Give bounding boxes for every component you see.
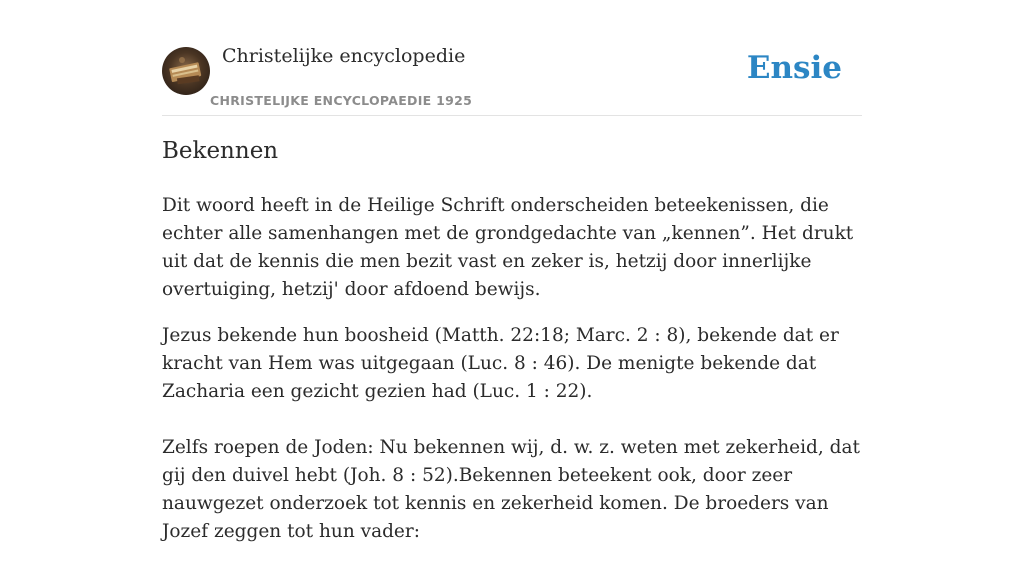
encyclopedia-avatar[interactable] xyxy=(162,47,210,95)
article-title: Bekennen xyxy=(162,138,279,164)
site-subtitle[interactable]: CHRISTELIJKE ENCYCLOPAEDIE 1925 xyxy=(210,93,473,108)
brand-logo[interactable]: Ensie xyxy=(746,50,842,86)
site-name[interactable]: Christelijke encyclopedie xyxy=(222,45,466,67)
site-header xyxy=(162,0,862,116)
book-icon xyxy=(162,47,210,95)
article-body xyxy=(162,192,866,564)
article-paragraph: Zelfs roepen de Joden: Nu bekennen wij, d. w. z. weten met zekerheid, dat gij den duivel hebt (Joh. 8 : 52).Bekennen beteekent ook, door zeer nauwgezet onderzoek tot kennis en zekerheid komen. De broeders van Jozef zeggen tot hun vader: xyxy=(162,437,860,542)
article-paragraph: Jezus bekende hun boosheid (Matth. 22:18; Marc. 2 : 8), bekende dat er kracht van Hem was uitgegaan (Luc. 8 : 46). De menigte bekende dat Zacharia een gezicht gezien had (Luc. 1 : 22). xyxy=(162,325,839,402)
article-paragraph: Dit woord heeft in de Heilige Schrift onderscheiden beteekenissen, die echter alle samenhangen met de grondgedachte van „kennen”. Het drukt uit dat de kennis die men bezit vast en zeker is, hetzij door innerlijke overtuiging, hetzij' door afdoend bewijs. xyxy=(162,195,854,300)
